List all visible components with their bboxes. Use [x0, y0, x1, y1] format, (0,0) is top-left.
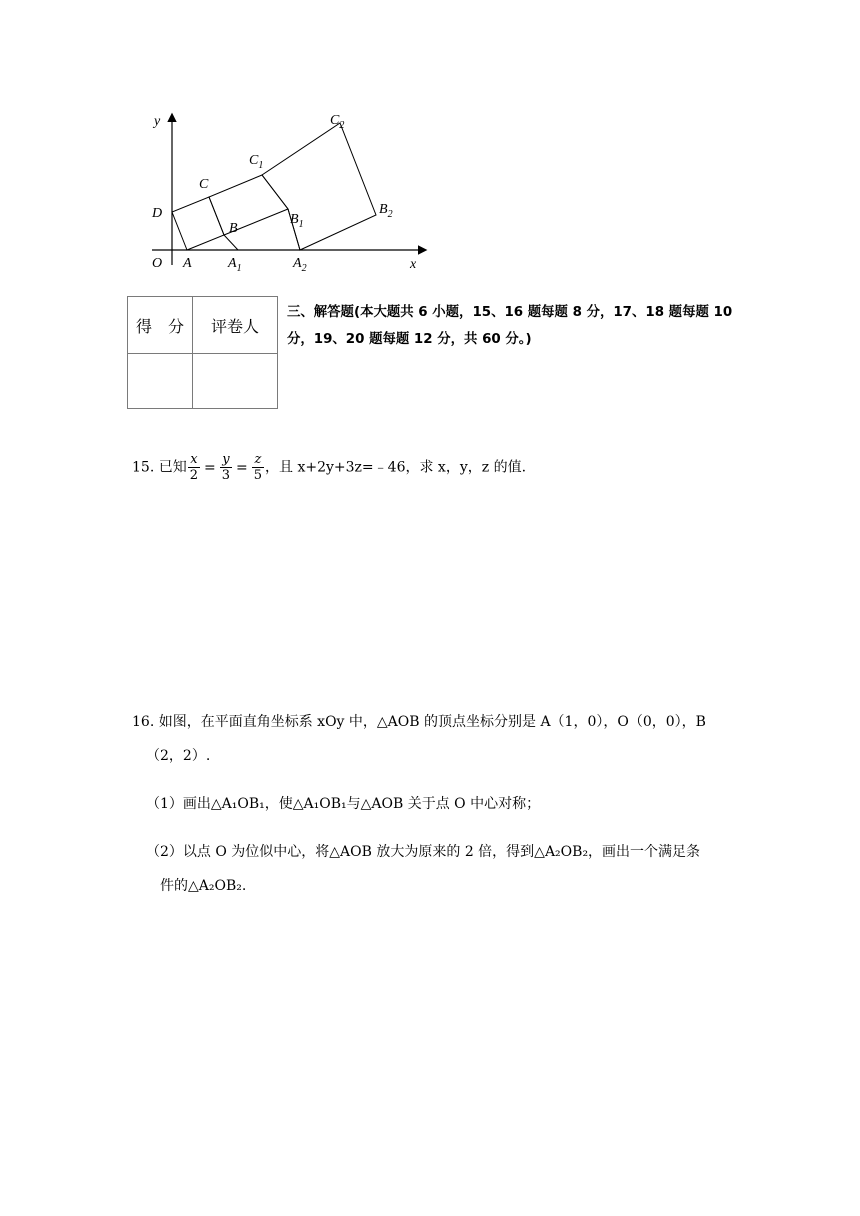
problem-lead: 已知	[158, 459, 187, 476]
label-A1: $A_1$	[228, 256, 242, 274]
problem-part-2-line-1: （2）以点 O 为位似中心，将△AOB 放大为原来的 2 倍，得到△A₂OB₂，画出一个满足条	[146, 844, 701, 860]
fraction-y-3: $\frac{y}{3}$	[221, 452, 231, 483]
label-B2: $B_2$	[379, 202, 393, 220]
label-C1: $C_1$	[249, 153, 264, 171]
problem-line-2: （2，2）.	[146, 748, 211, 764]
section-heading: 三、解答题(本大题共 6 小题，15、16 题每题 8 分，17、18 题每题 10 分，19、20 题每题 12 分，共 60 分。)	[287, 305, 733, 347]
geometry-figure	[140, 105, 440, 275]
problem-number: 15.	[132, 459, 155, 476]
fraction-z-5: $\frac{z}{5}$	[253, 452, 263, 483]
label-B1: $B_1$	[290, 212, 304, 230]
problem-16	[132, 705, 737, 903]
label-A2: $A_2$	[293, 256, 307, 274]
square-A2B2C2	[262, 123, 376, 250]
score-table	[127, 296, 278, 409]
label-A: A	[183, 256, 192, 271]
square-A1B1C1	[209, 175, 288, 235]
label-C2: $C_2$	[330, 113, 345, 131]
grader-header: 评卷人	[193, 297, 278, 354]
label-O: O	[152, 256, 163, 271]
problem-15: 15. 已知 $\frac{x}{2}$ = $\frac{y}{3}$ = $\frac{z}{5}$ ，且 x+2y+3z=﹣46，求 x，y，z 的值.	[132, 452, 527, 483]
fraction-x-2: $\frac{x}{2}$	[189, 452, 198, 483]
problem-line-1: 16. 如图，在平面直角坐标系 xOy 中，△AOB 的顶点坐标分别是 A（1，0），O（0，0），B	[132, 714, 706, 730]
segment-A1-B	[224, 235, 238, 250]
problem-tail: ，且 x+2y+3z=﹣46，求 x，y，z 的值.	[265, 459, 527, 476]
problem-part-2-line-2: 件的△A₂OB₂.	[160, 878, 247, 894]
label-C: C	[199, 177, 209, 192]
problem-part-1: （1）画出△A₁OB₁，使△A₁OB₁与△AOB 关于点 O 中心对称；	[146, 796, 541, 812]
coordinate-diagram	[140, 105, 440, 275]
square-ABCD	[172, 197, 224, 250]
grader-cell[interactable]	[193, 354, 278, 409]
label-y: y	[154, 114, 161, 129]
label-B: B	[229, 221, 238, 236]
score-cell[interactable]	[128, 354, 193, 409]
label-x: x	[410, 257, 417, 272]
label-D: D	[152, 206, 163, 221]
score-header: 得 分	[128, 297, 193, 354]
